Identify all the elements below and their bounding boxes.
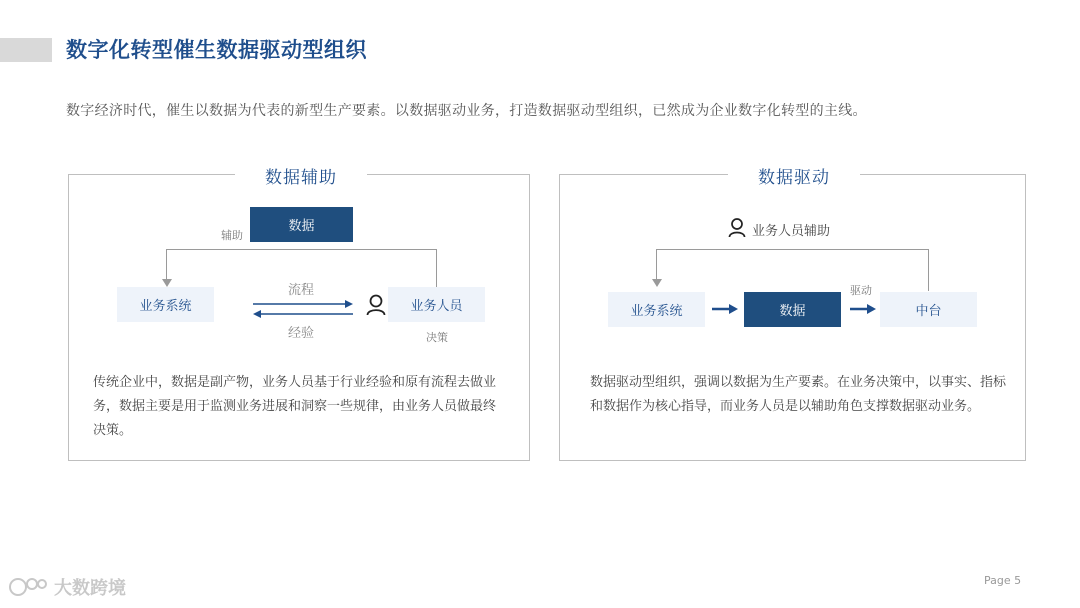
title-accent-bar: [0, 38, 52, 62]
decision-label: 决策: [426, 331, 448, 344]
business-staff-box: 业务人员: [388, 287, 485, 322]
watermark-logo-icon: [8, 575, 48, 599]
page-number: Page 5: [984, 574, 1022, 587]
watermark-text: 大数跨境: [54, 578, 126, 599]
business-system-box: 业务系统: [117, 287, 214, 322]
connector-system-down: [166, 249, 167, 281]
data-driven-panel: [559, 168, 1026, 461]
connector-staff-up: [436, 249, 437, 287]
assist-label: 辅助: [221, 229, 243, 242]
business-system-box: 业务系统: [608, 292, 705, 327]
flow-label: 流程: [288, 283, 315, 298]
arrowhead-to-system: [162, 279, 172, 287]
intro-text: 数字经济时代，催生以数据为代表的新型生产要素。以数据驱动业务，打造数据驱动型组织，已然成为企业数字化转型的主线。: [66, 103, 867, 119]
panel-title-data-driven: 数据驱动: [728, 163, 860, 188]
drive-label: 驱动: [850, 284, 872, 297]
data-assist-panel: [68, 168, 530, 461]
connector-system-down: [656, 249, 657, 281]
page-title: 数字化转型催生数据驱动型组织: [66, 38, 367, 62]
platform-box: 中台: [880, 292, 977, 327]
data-driven-description: 数据驱动型组织，强调以数据为生产要素。在业务决策中，以事实、指标和数据作为核心指导，而业务人员是以辅助角色支撑数据驱动业务。: [590, 375, 1007, 414]
data-assist-description: 传统企业中，数据是副产物，业务人员基于行业经验和原有流程去做业务，数据主要是用于监测业务进展和洞察一些规律，由业务人员做最终决策。: [93, 375, 497, 438]
arrow-right-icon: [712, 303, 738, 315]
person-icon: [728, 218, 746, 238]
experience-label: 经验: [288, 326, 315, 341]
arrow-right-icon: [850, 303, 876, 315]
arrowhead-to-system: [652, 279, 662, 287]
bidirectional-arrow-icon: [253, 298, 353, 320]
staff-assist-label: 业务人员辅助: [752, 224, 831, 239]
connector-platform-up: [928, 249, 929, 291]
data-box: 数据: [744, 292, 841, 327]
connector-top: [656, 249, 929, 250]
watermark: [8, 574, 126, 600]
data-box: 数据: [250, 207, 353, 242]
person-icon: [366, 294, 386, 316]
panel-title-data-assist: 数据辅助: [235, 163, 367, 188]
connector-top: [166, 249, 437, 250]
